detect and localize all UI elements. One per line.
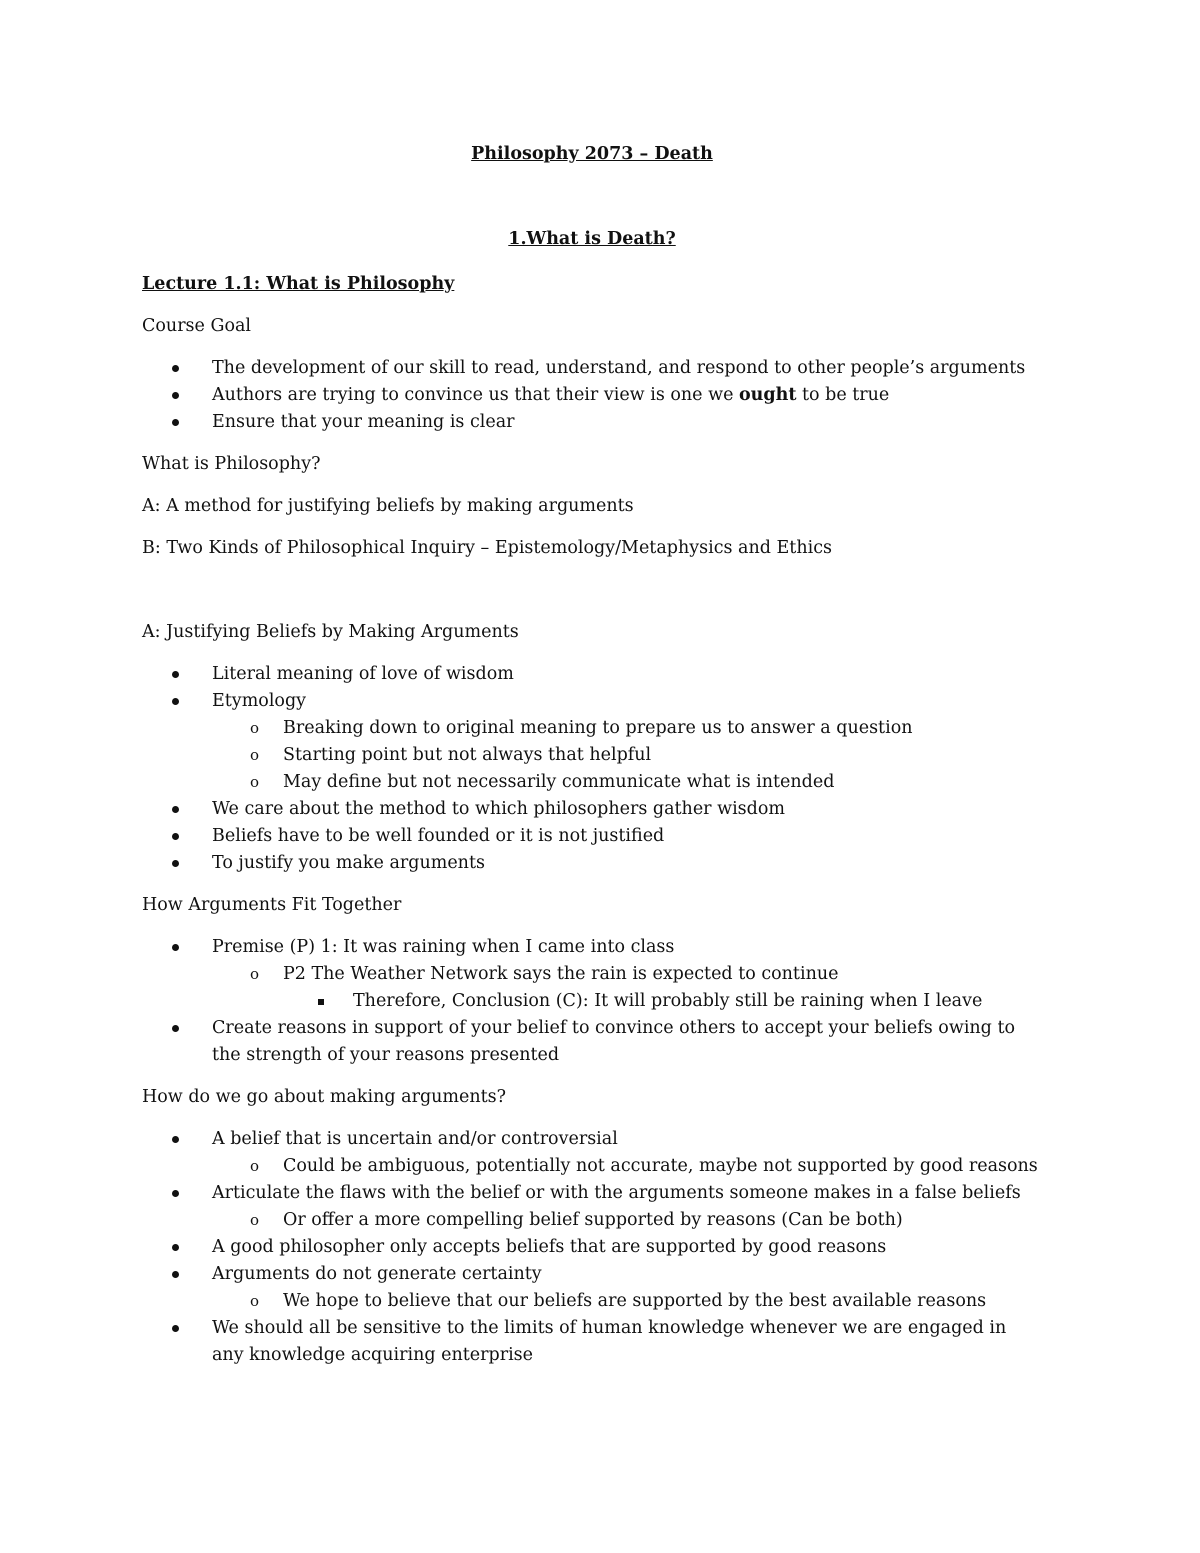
section-a-heading: A: Justifying Beliefs by Making Arguments	[142, 622, 519, 642]
list-item: o Could be ambiguous, potentially not accurate, maybe not supported by good reasons	[142, 1153, 1042, 1180]
list-item: Literal meaning of love of wisdom	[142, 661, 1042, 688]
bullet-icon	[172, 823, 179, 850]
list-item: o Starting point but not always that helpful	[142, 742, 1042, 769]
bullet-icon	[172, 796, 179, 823]
list-item: o We hope to believe that our beliefs are supported by the best available reasons	[142, 1288, 1042, 1315]
list-item: o P2 The Weather Network says the rain is expected to continue	[142, 961, 1042, 988]
document-body	[142, 141, 1042, 1369]
bullet-icon	[172, 355, 179, 382]
course-goal-list	[142, 355, 1042, 436]
circle-bullet-icon: o	[250, 965, 260, 983]
blank-line	[142, 562, 1042, 604]
bullet-icon	[172, 1015, 179, 1042]
what-is-question: What is Philosophy?	[142, 454, 321, 474]
list-item: Ensure that your meaning is clear	[142, 409, 1042, 436]
section-heading: 1.What is Death?	[508, 229, 676, 249]
bullet-icon	[172, 850, 179, 877]
bullet-icon	[172, 1126, 179, 1153]
circle-bullet-icon: o	[250, 1157, 260, 1175]
bullet-icon	[172, 409, 179, 436]
list-item: Premise (P) 1: It was raining when I came into class	[142, 934, 1042, 961]
list-item: Articulate the flaws with the belief or with the arguments someone makes in a false beliefs	[142, 1180, 1042, 1207]
emphasis-ought: ought	[738, 385, 797, 405]
bullet-icon	[172, 1234, 179, 1261]
bullet-icon	[172, 1315, 179, 1342]
bullet-icon	[172, 382, 179, 409]
square-bullet-icon	[318, 988, 324, 1015]
bullet-icon	[172, 1261, 179, 1288]
making-args-heading: How do we go about making arguments?	[142, 1087, 507, 1107]
fit-together-list	[142, 934, 1042, 1069]
section-a-list	[142, 661, 1042, 877]
list-item: Etymology	[142, 688, 1042, 715]
list-item: Arguments do not generate certainty	[142, 1261, 1042, 1288]
list-item: Authors are trying to convince us that their view is one we ought to be true	[142, 382, 1042, 409]
document-title: Philosophy 2073 – Death	[471, 144, 713, 164]
bullet-icon	[172, 661, 179, 688]
list-item: o Or offer a more compelling belief supported by reasons (Can be both)	[142, 1207, 1042, 1234]
list-item: A belief that is uncertain and/or controversial	[142, 1126, 1042, 1153]
circle-bullet-icon: o	[250, 773, 260, 791]
fit-together-heading: How Arguments Fit Together	[142, 895, 402, 915]
circle-bullet-icon: o	[250, 1292, 260, 1310]
answer-b: B: Two Kinds of Philosophical Inquiry – Epistemology/Metaphysics and Ethics	[142, 538, 832, 558]
course-goal-label: Course Goal	[142, 316, 252, 336]
list-item: To justify you make arguments	[142, 850, 1042, 877]
list-item: Create reasons in support of your belief to convince others to accept your beliefs owing to the strength of your reasons presented	[142, 1015, 1042, 1069]
making-args-list	[142, 1126, 1042, 1369]
list-item: We should all be sensitive to the limits of human knowledge whenever we are engaged in any knowledge acquiring enterprise	[142, 1315, 1042, 1369]
circle-bullet-icon: o	[250, 1211, 260, 1229]
circle-bullet-icon: o	[250, 719, 260, 737]
list-item: We care about the method to which philosophers gather wisdom	[142, 796, 1042, 823]
list-item: A good philosopher only accepts beliefs that are supported by good reasons	[142, 1234, 1042, 1261]
bullet-icon	[172, 934, 179, 961]
list-item: Beliefs have to be well founded or it is not justified	[142, 823, 1042, 850]
circle-bullet-icon: o	[250, 746, 260, 764]
bullet-icon	[172, 688, 179, 715]
lecture-heading: Lecture 1.1: What is Philosophy	[142, 274, 455, 294]
list-item: The development of our skill to read, understand, and respond to other people’s arguments	[142, 355, 1042, 382]
list-item: Therefore, Conclusion (C): It will probably still be raining when I leave	[142, 988, 1042, 1015]
list-item: o Breaking down to original meaning to prepare us to answer a question	[142, 715, 1042, 742]
list-item: o May define but not necessarily communicate what is intended	[142, 769, 1042, 796]
bullet-icon	[172, 1180, 179, 1207]
answer-a: A: A method for justifying beliefs by making arguments	[142, 496, 634, 516]
